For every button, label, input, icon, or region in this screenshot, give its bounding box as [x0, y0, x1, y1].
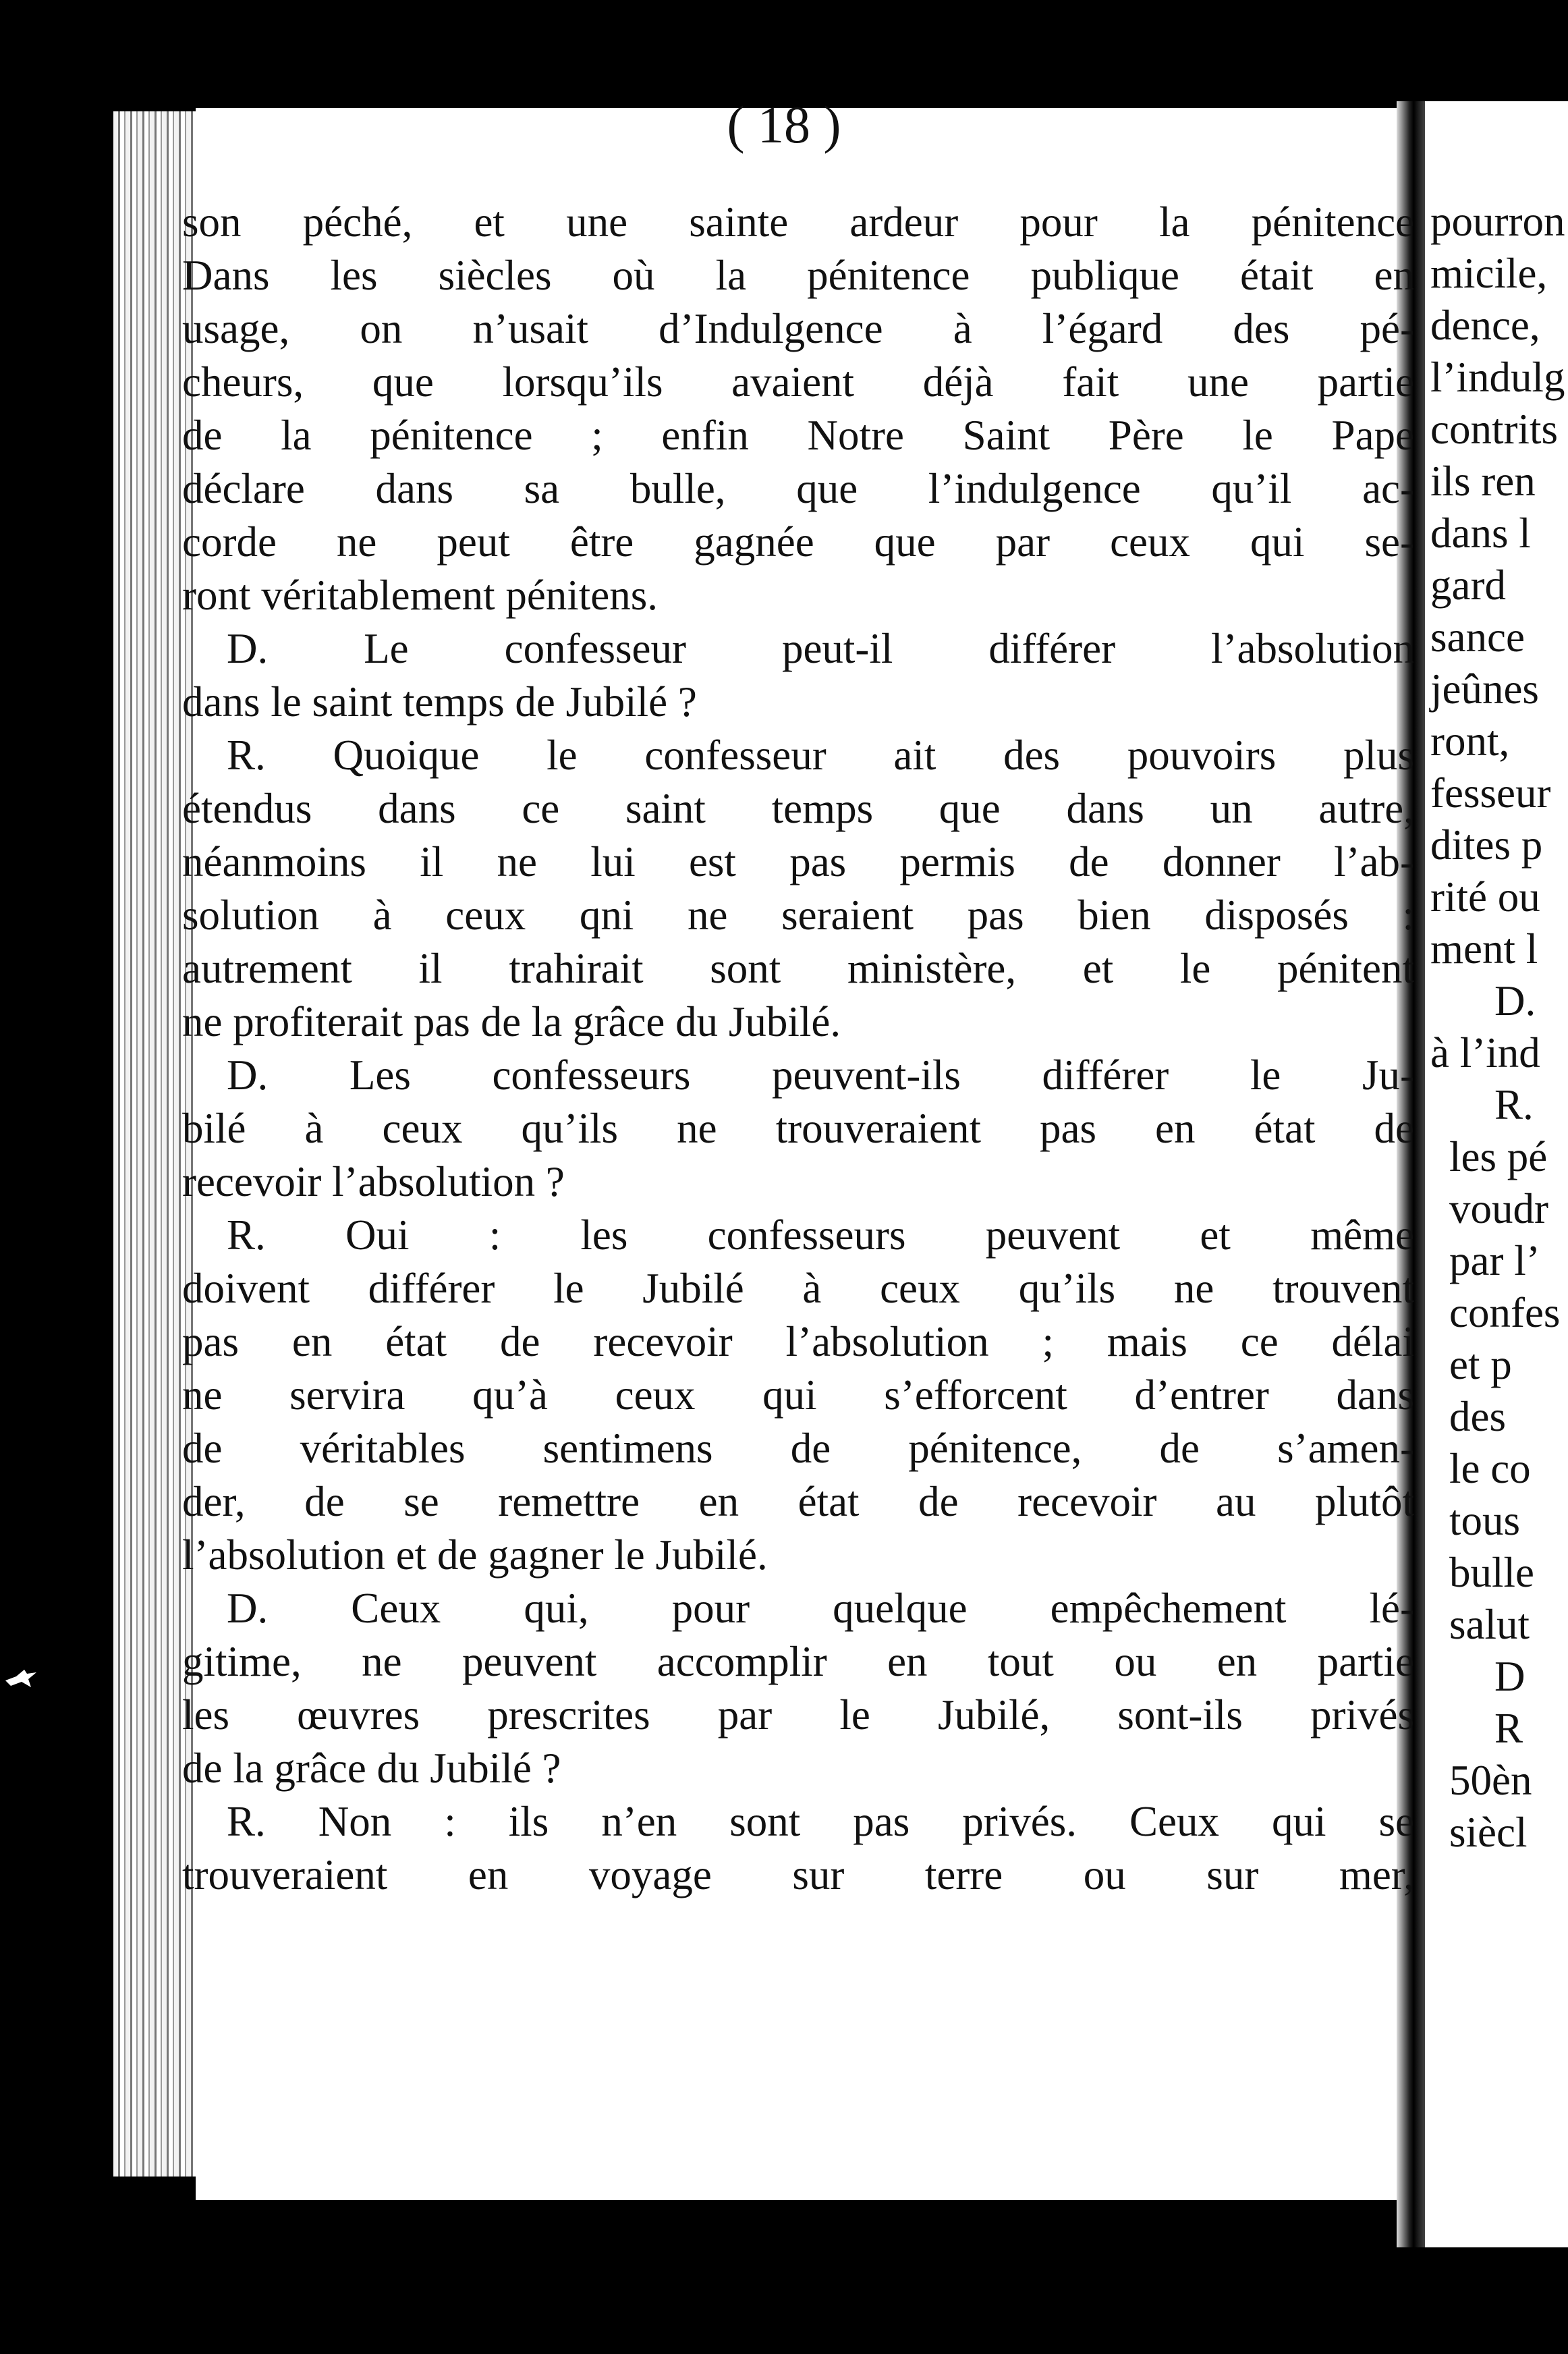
text-line: de la pénitence ; enfin Notre Saint Père le Pape: [182, 412, 1414, 459]
text-line: solution à ceux qni ne seraient pas bien disposés :: [182, 892, 1414, 939]
facing-page-line: à l’ind: [1430, 1029, 1540, 1076]
facing-page-line: dence,: [1430, 302, 1540, 349]
text-line: dans le saint temps de Jubilé ?: [182, 678, 697, 726]
facing-page-line: D: [1494, 1653, 1525, 1700]
text-line: D. Les confesseurs peuvent-ils différer le Ju-: [227, 1051, 1414, 1099]
text-line: doivent différer le Jubilé à ceux qu’ils ne trouvent: [182, 1265, 1414, 1312]
scan-speck-icon: [4, 1667, 38, 1690]
facing-page-line: micile,: [1430, 250, 1548, 297]
text-line: de véritables sentimens de pénitence, de s’amen-: [182, 1425, 1414, 1472]
text-line: D. Ceux qui, pour quelque empêchement lé-: [227, 1585, 1414, 1632]
facing-page-line: ment l: [1430, 925, 1538, 973]
facing-page-line: dites p: [1430, 821, 1543, 869]
text-line: R. Oui : les confesseurs peuvent et même: [227, 1211, 1414, 1259]
text-line: cheurs, que lorsqu’ils avaient déjà fait une partie: [182, 358, 1414, 406]
text-line: néanmoins il ne lui est pas permis de donner l’ab-: [182, 838, 1414, 885]
text-line: l’absolution et de gagner le Jubilé.: [182, 1531, 768, 1579]
facing-page-line: ils ren: [1430, 458, 1536, 505]
text-line: pas en état de recevoir l’absolution ; mais ce délai: [182, 1318, 1414, 1365]
facing-page-line: tous: [1449, 1497, 1521, 1544]
text-line: der, de se remettre en état de recevoir au plutôt: [182, 1478, 1414, 1525]
text-line: R. Quoique le confesseur ait des pouvoirs plus: [227, 732, 1414, 779]
facing-page-line: salut: [1449, 1601, 1530, 1648]
facing-page-line: R: [1494, 1705, 1523, 1752]
text-line: Dans les siècles où la pénitence publique était en: [182, 252, 1414, 299]
text-line: déclare dans sa bulle, que l’indulgence qu’il ac-: [182, 465, 1414, 512]
facing-page-line: gard: [1430, 562, 1506, 609]
text-line: trouveraient en voyage sur terre ou sur mer,: [182, 1851, 1414, 1898]
facing-page-line: dans l: [1430, 510, 1531, 557]
text-line: corde ne peut être gagnée que par ceux qui se-: [182, 518, 1414, 566]
facing-page-line: voudr: [1449, 1185, 1548, 1232]
facing-page-text: [1430, 196, 1565, 1859]
facing-page-line: par l’: [1449, 1237, 1540, 1284]
text-line: de la grâce du Jubilé ?: [182, 1745, 561, 1792]
facing-page-line: confes: [1449, 1289, 1561, 1336]
facing-page-line: sance: [1430, 613, 1525, 661]
text-line: usage, on n’usait d’Indulgence à l’égard des pé-: [182, 305, 1414, 352]
facing-page-line: pourron: [1430, 198, 1565, 245]
facing-page-line: jeûnes: [1430, 665, 1539, 713]
facing-page-line: le co: [1449, 1445, 1531, 1492]
facing-page-line: fesseur: [1430, 769, 1551, 817]
facing-page-line: des: [1449, 1393, 1506, 1440]
text-line: D. Le confesseur peut-il différer l’absolution: [227, 625, 1414, 672]
page-number: ( 18 ): [727, 95, 841, 154]
text-line: autrement il trahirait sont ministère, et le pénitent: [182, 945, 1414, 992]
page-body-text: [182, 196, 1414, 1902]
text-line: ne profiterait pas de la grâce du Jubilé.: [182, 998, 841, 1045]
facing-page-line: contrits: [1430, 406, 1558, 453]
facing-page-line: rité ou: [1430, 873, 1540, 921]
facing-page-line: ront,: [1430, 717, 1510, 765]
text-line: gitime, ne peuvent accomplir en tout ou en partie: [182, 1638, 1414, 1685]
text-line: ne servira qu’à ceux qui s’efforcent d’entrer dans: [182, 1371, 1414, 1419]
text-line: recevoir l’absolution ?: [182, 1158, 565, 1205]
facing-page-line: les pé: [1449, 1133, 1548, 1180]
text-line: les œuvres prescrites par le Jubilé, sont-ils privés: [182, 1691, 1414, 1739]
text-line: étendus dans ce saint temps que dans un autre,: [182, 785, 1414, 832]
facing-page-line: l’indulg: [1430, 354, 1565, 401]
facing-page-line: et p: [1449, 1341, 1512, 1388]
facing-page-line: 50èn: [1449, 1757, 1532, 1804]
text-line: R. Non : ils n’en sont pas privés. Ceux qui se: [227, 1798, 1414, 1845]
facing-page-line: D.: [1494, 977, 1536, 1024]
facing-page-line: bulle: [1449, 1549, 1534, 1596]
facing-page-line: siècl: [1449, 1809, 1528, 1856]
text-line: bilé à ceux qu’ils ne trouveraient pas en état de: [182, 1105, 1414, 1152]
facing-page-line: R.: [1494, 1081, 1534, 1128]
text-line: ront véritablement pénitens.: [182, 572, 659, 619]
text-line: son péché, et une sainte ardeur pour la pénitence: [182, 198, 1414, 246]
